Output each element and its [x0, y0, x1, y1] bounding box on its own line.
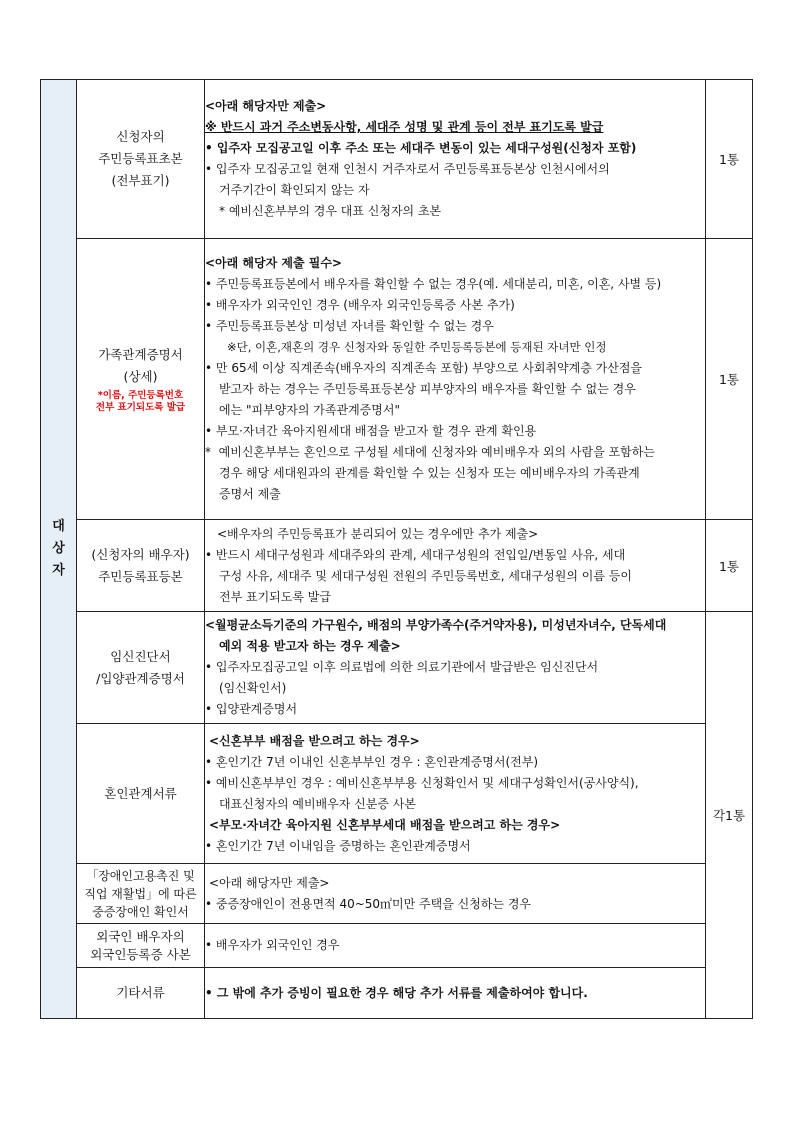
star-continuation: 경우 해당 세대원과의 관계를 확인할 수 있는 신청자 또는 예비배우자의 가족관계 — [219, 466, 640, 480]
bullet-item: • 예비신혼부부인 경우 : 예비신혼부부용 신청확인서 및 세대구성확인서(공사양식), — [205, 773, 705, 794]
category-cell — [77, 924, 205, 968]
side-label-target — [41, 80, 77, 1019]
star-note: * 예비신혼부부의 경우 대표 신청자의 초본 — [219, 204, 442, 218]
bullet-item: • 주민등록표등본에서 배우자를 확인할 수 없는 경우(예. 세대분리, 미혼, 이혼, 사별 등) — [205, 274, 705, 295]
description-cell — [205, 612, 706, 724]
star-continuation: 증명서 제출 — [219, 487, 281, 501]
bullet-item: • 입양관계증명서 — [205, 699, 705, 720]
table-row — [41, 520, 753, 612]
category-cell — [77, 520, 205, 612]
red-note: 전부 표기되도록 발급 — [95, 402, 186, 413]
count-value: 1통 — [718, 152, 740, 167]
category-label: 「장애인고용촉진 및 — [86, 868, 195, 883]
red-note: *이름, 주민등록번호 — [97, 390, 184, 401]
description-cell — [205, 968, 706, 1019]
table-row — [41, 864, 753, 924]
bullet-continuation: 대표신청자의 예비배우자 신분증 사본 — [219, 796, 416, 811]
side-label: 대 상 자 — [52, 519, 65, 578]
category-label: 혼인관계서류 — [104, 785, 177, 801]
count-cell — [706, 520, 753, 612]
description-cell — [205, 724, 706, 864]
bullet-continuation: (임신확인서) — [219, 681, 287, 695]
description-cell — [205, 924, 706, 968]
document-requirements-table — [40, 79, 753, 1019]
category-cell — [77, 80, 205, 239]
category-cell — [77, 724, 205, 864]
count-cell — [706, 612, 753, 1019]
description-cell — [205, 864, 706, 924]
table-row — [41, 612, 753, 724]
category-label: (신청자의 배우자) — [91, 546, 190, 562]
bullet-continuation: 에는 "피부양자의 가족관계증명서" — [219, 403, 400, 417]
table-row — [41, 80, 753, 239]
bullet-item: • 반드시 세대구성원과 세대주와의 관계, 세대구성원의 전입일/변동일 사유, 세대 — [205, 545, 705, 566]
category-cell — [77, 612, 205, 724]
section-heading: <신혼부부 배점을 받으려고 하는 경우> — [209, 733, 420, 748]
bullet-item: • 혼인기간 7년 이내인 신혼부부인 경우 : 혼인관계증명서(전부) — [205, 752, 705, 773]
bullet-item: • 만 65세 이상 직계존속(배우자의 직계존속 포함) 부양으로 사회취약계층 가산점을 — [205, 358, 705, 379]
bullet-item: • 입주자 모집공고일 이후 주소 또는 세대주 변동이 있는 세대구성원(신청자 포함) — [205, 138, 705, 159]
count-value: 각1통 — [712, 808, 746, 823]
count-value: 1통 — [718, 558, 740, 574]
count-cell — [706, 239, 753, 520]
section-heading: <아래 해당자만 제출> — [205, 99, 327, 113]
bullet-item: • 혼인기간 7년 이내임을 증명하는 혼인관계증명서 — [205, 836, 705, 857]
bullet-item: • 입주자 모집공고일 현재 인천시 거주자로서 주민등록표등본상 인천시에서의 — [205, 159, 705, 180]
description-cell — [205, 239, 706, 520]
section-heading: <아래 해당자만 제출> — [209, 875, 330, 890]
section-heading: <아래 해당자 제출 필수> — [205, 256, 342, 270]
category-cell — [77, 864, 205, 924]
star-item: * 예비신혼부부는 혼인으로 구성될 세대에 신청자와 예비배우자 외의 사람을 포함하는 — [205, 445, 655, 459]
bullet-item: • 주민등록표등본상 미성년 자녀를 확인할 수 없는 경우 — [205, 316, 705, 337]
category-cell — [77, 968, 205, 1019]
description-cell — [205, 80, 706, 239]
section-heading: <월평균소득기준의 가구원수, 배점의 부양가족수(주거약자용), 미성년자녀수, 단독세대 — [205, 618, 667, 632]
table-row — [41, 724, 753, 864]
category-label: 가족관계증명서 — [98, 347, 183, 362]
bullet-item: • 부모·자녀간 육아지원세대 배점을 받고자 할 경우 관계 확인용 — [205, 421, 705, 442]
category-label: 신청자의 — [116, 129, 165, 144]
category-label: 외국인 배우자의 — [96, 928, 185, 944]
table-row — [41, 968, 753, 1019]
table-row — [41, 924, 753, 968]
bullet-continuation: 구성 사유, 세대주 및 세대구성원 전원의 주민등록번호, 세대구성원의 이름 등이 — [219, 568, 632, 583]
category-label: 주민등록표초본 — [98, 151, 183, 166]
count-value: 1통 — [718, 372, 740, 387]
category-label: 임신진단서 — [110, 648, 171, 664]
bullet-continuation: 받고자 하는 경우는 주민등록표등본상 피부양자의 배우자를 확인할 수 없는 경우 — [219, 382, 636, 396]
description-cell — [205, 520, 706, 612]
category-label: 주민등록표등본 — [98, 568, 183, 584]
count-cell — [706, 80, 753, 239]
category-label: /입양관계증명서 — [96, 670, 185, 686]
category-label: 직업 재활법」에 따른 — [84, 886, 197, 901]
category-label: (전부표기) — [111, 173, 170, 188]
section-heading: <배우자의 주민등록표가 분리되어 있는 경우에만 추가 제출> — [217, 526, 539, 541]
section-heading: 예외 적용 받고자 하는 경우 제출> — [219, 639, 401, 653]
category-label: (상세) — [123, 369, 158, 384]
category-label: 외국인등록증 사본 — [90, 946, 191, 962]
star-text: 예비신혼부부는 혼인으로 구성될 세대에 신청자와 예비배우자 외의 사람을 포함하는 — [218, 445, 655, 459]
bullet-item: • 그 밖에 추가 증빙이 필요한 경우 해당 추가 서류를 제출하여야 합니다. — [205, 983, 705, 1004]
category-label: 중증장애인 확인서 — [92, 904, 189, 919]
category-label: 기타서류 — [116, 985, 165, 1000]
bullet-continuation: 전부 표기되도록 발급 — [219, 589, 331, 604]
bullet-note: ※단, 이혼,재혼의 경우 신청자와 동일한 주민등록등본에 등재된 자녀만 인정 — [227, 340, 607, 354]
bullet-item: • 중증장애인이 전용면적 40~50㎡미만 주택을 신청하는 경우 — [205, 894, 705, 915]
bullet-item: • 배우자가 외국인인 경우 — [205, 935, 705, 956]
table-row — [41, 239, 753, 520]
note-text: ※ 반드시 과거 주소변동사항, 세대주 성명 및 관계 등이 전부 표기도록 발급 — [205, 120, 604, 134]
bullet-continuation: 거주기간이 확인되지 않는 자 — [219, 183, 370, 197]
section-heading: <부모·자녀간 육아지원 신혼부부세대 배점을 받으려고 하는 경우> — [209, 817, 561, 832]
bullet-item: • 입주자모집공고일 이후 의료법에 의한 의료기관에서 발급받은 임신진단서 — [205, 657, 705, 678]
bullet-item: • 배우자가 외국인인 경우 (배우자 외국인등록증 사본 추가) — [205, 295, 705, 316]
category-cell — [77, 239, 205, 520]
